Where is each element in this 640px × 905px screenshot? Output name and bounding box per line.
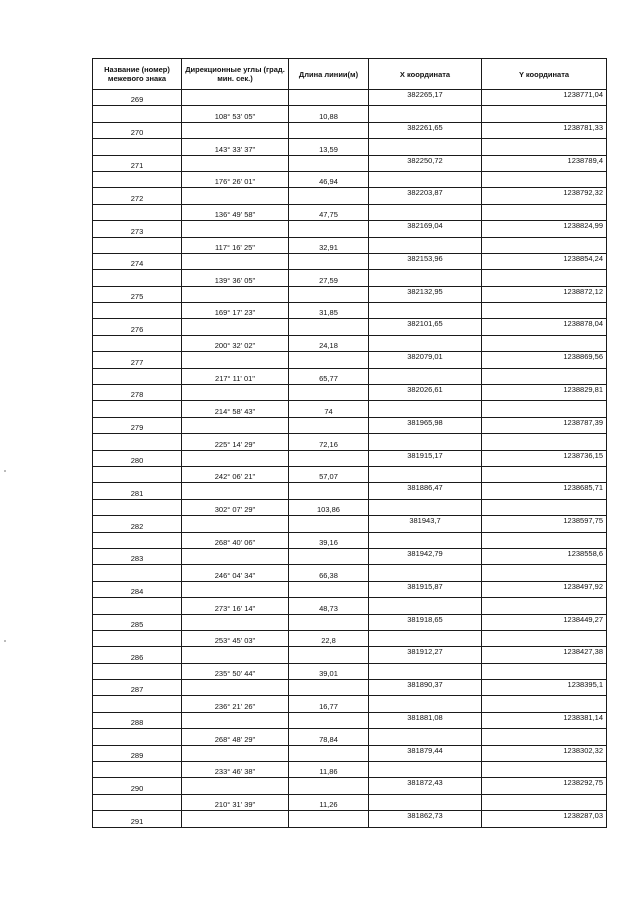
segment-row	[93, 303, 607, 319]
table-body	[93, 90, 607, 828]
line-length: 48,73	[289, 598, 369, 614]
empty-cell	[482, 204, 607, 220]
line-length: 74	[289, 401, 369, 417]
scan-speck	[4, 470, 6, 472]
empty-cell	[289, 712, 369, 728]
line-length: 11,26	[289, 794, 369, 810]
empty-cell	[93, 729, 182, 745]
line-length: 22,8	[289, 630, 369, 646]
empty-cell	[182, 778, 289, 794]
empty-cell	[93, 499, 182, 515]
y-coordinate: 1238789,4	[482, 155, 607, 171]
empty-cell	[182, 483, 289, 499]
empty-cell	[182, 155, 289, 171]
x-coordinate: 382203,87	[369, 188, 482, 204]
point-name: 281	[93, 483, 182, 499]
line-length: 24,18	[289, 335, 369, 351]
point-row	[93, 221, 607, 237]
empty-cell	[289, 778, 369, 794]
empty-cell	[93, 630, 182, 646]
empty-cell	[369, 335, 482, 351]
y-coordinate: 1238829,81	[482, 385, 607, 401]
y-coordinate: 1238449,27	[482, 614, 607, 630]
line-length: 11,86	[289, 762, 369, 778]
empty-cell	[482, 762, 607, 778]
empty-cell	[182, 811, 289, 827]
y-coordinate: 1238427,38	[482, 647, 607, 663]
empty-cell	[482, 303, 607, 319]
point-name: 270	[93, 122, 182, 138]
empty-cell	[93, 335, 182, 351]
empty-cell	[482, 368, 607, 384]
empty-cell	[182, 253, 289, 269]
empty-cell	[482, 466, 607, 482]
point-name: 290	[93, 778, 182, 794]
point-row	[93, 417, 607, 433]
direction-angle: 210° 31' 39"	[182, 794, 289, 810]
direction-angle: 143° 33' 37"	[182, 139, 289, 155]
empty-cell	[182, 581, 289, 597]
x-coordinate: 382079,01	[369, 352, 482, 368]
empty-cell	[289, 221, 369, 237]
empty-cell	[369, 270, 482, 286]
segment-row	[93, 106, 607, 122]
segment-row	[93, 794, 607, 810]
line-length: 16,77	[289, 696, 369, 712]
empty-cell	[482, 270, 607, 286]
x-coordinate: 381965,98	[369, 417, 482, 433]
point-row	[93, 483, 607, 499]
empty-cell	[482, 598, 607, 614]
y-coordinate: 1238302,32	[482, 745, 607, 761]
empty-cell	[289, 188, 369, 204]
x-coordinate: 381942,79	[369, 548, 482, 564]
direction-angle: 176° 26' 01"	[182, 171, 289, 187]
header-angle: Дирекционные углы (град. мин. сек.)	[182, 59, 289, 90]
empty-cell	[369, 630, 482, 646]
empty-cell	[182, 286, 289, 302]
x-coordinate: 381890,37	[369, 680, 482, 696]
segment-row	[93, 762, 607, 778]
empty-cell	[182, 417, 289, 433]
segment-row	[93, 499, 607, 515]
empty-cell	[289, 155, 369, 171]
empty-cell	[482, 663, 607, 679]
empty-cell	[289, 90, 369, 106]
segment-row	[93, 663, 607, 679]
empty-cell	[289, 647, 369, 663]
x-coordinate: 382169,04	[369, 221, 482, 237]
point-row	[93, 319, 607, 335]
y-coordinate: 1238869,56	[482, 352, 607, 368]
empty-cell	[482, 106, 607, 122]
coordinates-table	[92, 58, 607, 828]
empty-cell	[182, 450, 289, 466]
direction-angle: 236° 21' 26"	[182, 696, 289, 712]
y-coordinate: 1238792,32	[482, 188, 607, 204]
line-length: 47,75	[289, 204, 369, 220]
direction-angle: 233° 46' 38"	[182, 762, 289, 778]
direction-angle: 302° 07' 29"	[182, 499, 289, 515]
empty-cell	[369, 762, 482, 778]
line-length: 39,16	[289, 532, 369, 548]
empty-cell	[182, 680, 289, 696]
y-coordinate: 1238287,03	[482, 811, 607, 827]
empty-cell	[182, 122, 289, 138]
segment-row	[93, 598, 607, 614]
empty-cell	[93, 696, 182, 712]
segment-row	[93, 696, 607, 712]
point-name: 272	[93, 188, 182, 204]
x-coordinate: 381881,08	[369, 712, 482, 728]
segment-row	[93, 368, 607, 384]
x-coordinate: 382026,61	[369, 385, 482, 401]
x-coordinate: 381886,47	[369, 483, 482, 499]
y-coordinate: 1238771,04	[482, 90, 607, 106]
point-name: 288	[93, 712, 182, 728]
empty-cell	[482, 696, 607, 712]
empty-cell	[482, 630, 607, 646]
point-row	[93, 614, 607, 630]
segment-row	[93, 466, 607, 482]
x-coordinate: 381918,65	[369, 614, 482, 630]
line-length: 66,38	[289, 565, 369, 581]
empty-cell	[289, 122, 369, 138]
header-name: Название (номер) межевого знака	[93, 59, 182, 90]
point-row	[93, 188, 607, 204]
point-name: 284	[93, 581, 182, 597]
empty-cell	[289, 516, 369, 532]
header-y: Y координата	[482, 59, 607, 90]
y-coordinate: 1238597,75	[482, 516, 607, 532]
point-row	[93, 548, 607, 564]
segment-row	[93, 565, 607, 581]
empty-cell	[93, 303, 182, 319]
empty-cell	[289, 253, 369, 269]
line-length: 10,88	[289, 106, 369, 122]
line-length: 57,07	[289, 466, 369, 482]
empty-cell	[369, 237, 482, 253]
point-row	[93, 155, 607, 171]
point-row	[93, 581, 607, 597]
point-name: 278	[93, 385, 182, 401]
empty-cell	[482, 532, 607, 548]
empty-cell	[482, 729, 607, 745]
point-name: 276	[93, 319, 182, 335]
point-row	[93, 647, 607, 663]
point-name: 275	[93, 286, 182, 302]
empty-cell	[289, 614, 369, 630]
point-row	[93, 352, 607, 368]
x-coordinate: 381879,44	[369, 745, 482, 761]
header-length: Длина линии(м)	[289, 59, 369, 90]
empty-cell	[482, 401, 607, 417]
direction-angle: 246° 04' 34"	[182, 565, 289, 581]
direction-angle: 235° 50' 44"	[182, 663, 289, 679]
point-row	[93, 450, 607, 466]
empty-cell	[182, 712, 289, 728]
point-row	[93, 811, 607, 827]
empty-cell	[182, 319, 289, 335]
y-coordinate: 1238558,6	[482, 548, 607, 564]
table-header	[93, 59, 607, 90]
point-name: 282	[93, 516, 182, 532]
empty-cell	[369, 729, 482, 745]
direction-angle: 273° 16' 14"	[182, 598, 289, 614]
y-coordinate: 1238872,12	[482, 286, 607, 302]
x-coordinate: 381862,73	[369, 811, 482, 827]
direction-angle: 139° 36' 05"	[182, 270, 289, 286]
line-length: 103,86	[289, 499, 369, 515]
x-coordinate: 382153,96	[369, 253, 482, 269]
empty-cell	[93, 565, 182, 581]
empty-cell	[482, 171, 607, 187]
empty-cell	[289, 352, 369, 368]
empty-cell	[369, 532, 482, 548]
empty-cell	[289, 483, 369, 499]
direction-angle: 136° 49' 58"	[182, 204, 289, 220]
y-coordinate: 1238824,99	[482, 221, 607, 237]
empty-cell	[369, 204, 482, 220]
empty-cell	[93, 466, 182, 482]
empty-cell	[93, 270, 182, 286]
empty-cell	[289, 319, 369, 335]
point-row	[93, 122, 607, 138]
empty-cell	[289, 286, 369, 302]
segment-row	[93, 532, 607, 548]
point-row	[93, 90, 607, 106]
point-row	[93, 253, 607, 269]
y-coordinate: 1238736,15	[482, 450, 607, 466]
empty-cell	[93, 401, 182, 417]
empty-cell	[482, 434, 607, 450]
empty-cell	[369, 401, 482, 417]
empty-cell	[182, 188, 289, 204]
segment-row	[93, 171, 607, 187]
empty-cell	[289, 581, 369, 597]
empty-cell	[369, 696, 482, 712]
empty-cell	[482, 794, 607, 810]
y-coordinate: 1238395,1	[482, 680, 607, 696]
empty-cell	[182, 647, 289, 663]
empty-cell	[182, 385, 289, 401]
y-coordinate: 1238685,71	[482, 483, 607, 499]
empty-cell	[93, 368, 182, 384]
y-coordinate: 1238292,75	[482, 778, 607, 794]
empty-cell	[369, 598, 482, 614]
point-name: 274	[93, 253, 182, 269]
point-name: 269	[93, 90, 182, 106]
empty-cell	[369, 565, 482, 581]
line-length: 13,59	[289, 139, 369, 155]
empty-cell	[182, 548, 289, 564]
y-coordinate: 1238381,14	[482, 712, 607, 728]
x-coordinate: 382265,17	[369, 90, 482, 106]
empty-cell	[289, 385, 369, 401]
segment-row	[93, 237, 607, 253]
direction-angle: 268° 40' 06"	[182, 532, 289, 548]
direction-angle: 242° 06' 21"	[182, 466, 289, 482]
x-coordinate: 381915,17	[369, 450, 482, 466]
segment-row	[93, 335, 607, 351]
point-name: 286	[93, 647, 182, 663]
point-row	[93, 745, 607, 761]
x-coordinate: 381912,27	[369, 647, 482, 663]
segment-row	[93, 630, 607, 646]
direction-angle: 200° 32' 02"	[182, 335, 289, 351]
point-row	[93, 778, 607, 794]
empty-cell	[289, 745, 369, 761]
point-name: 271	[93, 155, 182, 171]
direction-angle: 253° 45' 03"	[182, 630, 289, 646]
y-coordinate: 1238497,92	[482, 581, 607, 597]
empty-cell	[93, 434, 182, 450]
empty-cell	[482, 335, 607, 351]
empty-cell	[289, 811, 369, 827]
direction-angle: 117° 16' 25"	[182, 237, 289, 253]
segment-row	[93, 270, 607, 286]
segment-row	[93, 139, 607, 155]
line-length: 46,94	[289, 171, 369, 187]
point-name: 279	[93, 417, 182, 433]
empty-cell	[289, 417, 369, 433]
empty-cell	[93, 204, 182, 220]
x-coordinate: 382261,65	[369, 122, 482, 138]
y-coordinate: 1238787,39	[482, 417, 607, 433]
line-length: 39,01	[289, 663, 369, 679]
x-coordinate: 381915,87	[369, 581, 482, 597]
empty-cell	[93, 139, 182, 155]
y-coordinate: 1238854,24	[482, 253, 607, 269]
point-name: 291	[93, 811, 182, 827]
x-coordinate: 382132,95	[369, 286, 482, 302]
y-coordinate: 1238781,33	[482, 122, 607, 138]
point-name: 273	[93, 221, 182, 237]
line-length: 27,59	[289, 270, 369, 286]
line-length: 32,91	[289, 237, 369, 253]
empty-cell	[369, 139, 482, 155]
point-row	[93, 712, 607, 728]
empty-cell	[482, 139, 607, 155]
empty-cell	[182, 221, 289, 237]
y-coordinate: 1238878,04	[482, 319, 607, 335]
empty-cell	[369, 303, 482, 319]
empty-cell	[482, 237, 607, 253]
direction-angle: 169° 17' 23"	[182, 303, 289, 319]
empty-cell	[182, 614, 289, 630]
empty-cell	[93, 762, 182, 778]
empty-cell	[289, 548, 369, 564]
header-x: X координата	[369, 59, 482, 90]
empty-cell	[93, 171, 182, 187]
empty-cell	[369, 368, 482, 384]
point-name: 277	[93, 352, 182, 368]
empty-cell	[93, 106, 182, 122]
line-length: 72,16	[289, 434, 369, 450]
empty-cell	[289, 680, 369, 696]
direction-angle: 214° 58' 43"	[182, 401, 289, 417]
direction-angle: 108° 53' 05"	[182, 106, 289, 122]
segment-row	[93, 434, 607, 450]
point-row	[93, 286, 607, 302]
direction-angle: 217° 11' 01"	[182, 368, 289, 384]
x-coordinate: 381943,7	[369, 516, 482, 532]
line-length: 31,85	[289, 303, 369, 319]
line-length: 78,84	[289, 729, 369, 745]
empty-cell	[369, 794, 482, 810]
point-row	[93, 680, 607, 696]
direction-angle: 225° 14' 29"	[182, 434, 289, 450]
empty-cell	[369, 663, 482, 679]
empty-cell	[369, 499, 482, 515]
empty-cell	[182, 90, 289, 106]
empty-cell	[93, 237, 182, 253]
empty-cell	[369, 434, 482, 450]
empty-cell	[369, 106, 482, 122]
point-name: 289	[93, 745, 182, 761]
empty-cell	[482, 565, 607, 581]
segment-row	[93, 401, 607, 417]
empty-cell	[369, 466, 482, 482]
empty-cell	[93, 532, 182, 548]
empty-cell	[93, 598, 182, 614]
point-name: 285	[93, 614, 182, 630]
point-row	[93, 516, 607, 532]
point-name: 287	[93, 680, 182, 696]
empty-cell	[289, 450, 369, 466]
empty-cell	[93, 794, 182, 810]
empty-cell	[182, 516, 289, 532]
x-coordinate: 382101,65	[369, 319, 482, 335]
empty-cell	[482, 499, 607, 515]
point-name: 283	[93, 548, 182, 564]
segment-row	[93, 729, 607, 745]
empty-cell	[369, 171, 482, 187]
point-row	[93, 385, 607, 401]
segment-row	[93, 204, 607, 220]
empty-cell	[93, 663, 182, 679]
direction-angle: 268° 48' 29"	[182, 729, 289, 745]
x-coordinate: 382250,72	[369, 155, 482, 171]
point-name: 280	[93, 450, 182, 466]
scan-speck	[4, 640, 6, 642]
empty-cell	[182, 745, 289, 761]
x-coordinate: 381872,43	[369, 778, 482, 794]
line-length: 65,77	[289, 368, 369, 384]
empty-cell	[182, 352, 289, 368]
